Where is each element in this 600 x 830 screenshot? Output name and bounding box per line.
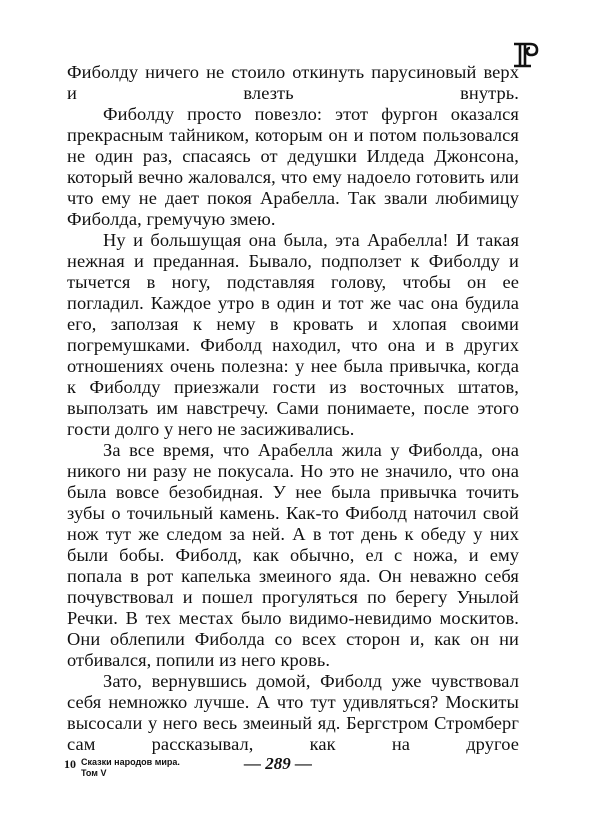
page-footer <box>64 754 524 797</box>
paragraph: Зато, вернувшись домой, Фиболд уже чувствовал себя немножко лучше. А что тут удивляться? Москиты высосали у него весь змеиный яд. Бергстром Стромберг сам рассказывал, как на другое <box>67 671 519 754</box>
page-body <box>67 62 519 755</box>
paragraph: За все время, что Арабелла жила у Фиболда, она никого ни разу не покусала. Но это не значило, что она была вовсе безобидная. У нее была привычка точить зубы о точильный камень. Как-то Фиболд наточил свой нож тут же следом за ней. А в тот день к обеду у них были бобы. Фиболд, как обычно, ел с ножа, и ему попала в рот капелька змеиного яда. Он неважно себя почувствовал и пошел прогуляться по берегу Унылой Речки. В тех местах было видимо-невидимо москитов. Они облепили Фиболда со всех сторон и, как он ни отбивался, попили из него кровь. <box>67 440 519 670</box>
signature-number: 10 <box>64 757 76 771</box>
paragraph: Фиболду просто повезло: этот фургон оказался прекрасным тайником, которым он и потом пользовался не один раз, спасаясь от дедушки Илдеда Джонсона, который вечно жаловался, что ему надоело готовить или что ему не дает покоя Арабелла. Так звали любимицу Фиболда, гремучую змею. <box>67 104 519 229</box>
signature-title-line: Том V <box>81 768 107 778</box>
signature-title <box>81 757 180 779</box>
paragraph: Фиболду ничего не стоило откинуть парусиновый верх и влезть внутрь. <box>67 62 519 103</box>
page-number: — 289 — <box>244 754 312 773</box>
paragraph: Ну и большущая она была, эта Арабелла! И такая нежная и преданная. Бывало, подползет к Фиболду и тычется в ногу, подставляя голову, чтобы он ее погладил. Каждое утро в один и тот же час она будила его, заползая к нему в кровать и хлопая своими погремушками. Фиболд находил, что она и в других отношениях очень полезна: у нее была привычка, когда к Фиболду приезжали гости из восточных штатов, выползать им навстречу. Сами понимаете, после этого гости долго у него не засиживались. <box>67 230 519 439</box>
signature-title-line: Сказки народов мира. <box>81 757 180 767</box>
